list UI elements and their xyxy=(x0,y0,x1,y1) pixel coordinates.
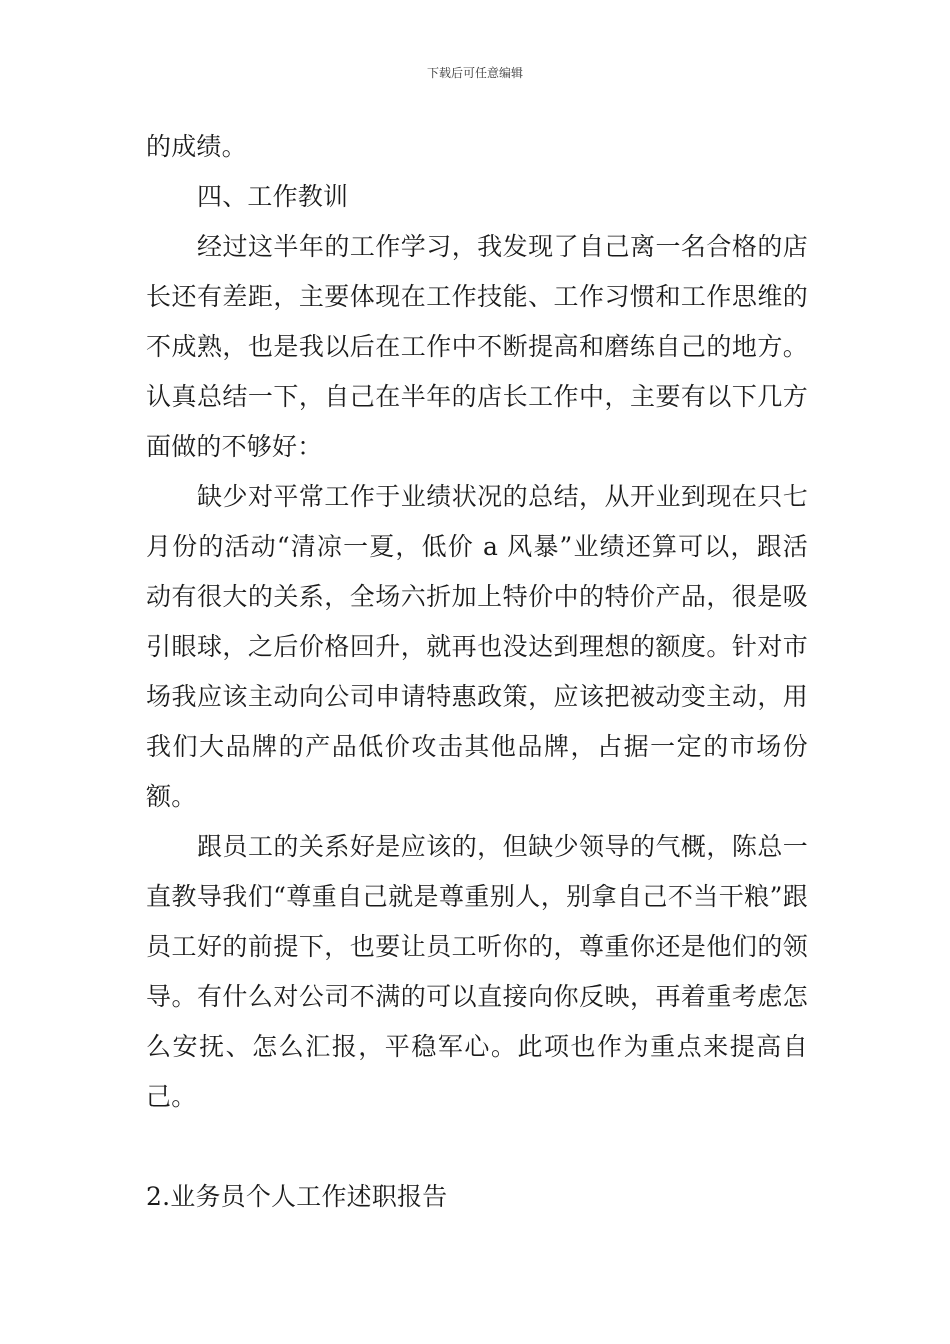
document-body xyxy=(146,122,808,1222)
subheading-lessons: 四、工作教训 xyxy=(197,182,349,211)
paragraph-continuation: 的成绩。 xyxy=(146,132,247,161)
page-header: 下载后可任意编辑 xyxy=(426,66,523,80)
paragraph-staff: 跟员工的关系好是应该的，但缺少领导的气概，陈总一直教导我们“尊重自己就是尊重别人，别拿自己不当干粮”跟员工好的前提下，也要让员工听你的，尊重你还是他们的领导。有什么对公司不满的可以直接向你反映，再着重考虑怎么安抚、怎么汇报，平稳军心。此项也作为重点来提高自己。 xyxy=(146,832,808,1111)
paragraph-performance: 缺少对平常工作于业绩状况的总结，从开业到现在只七月份的活动“清凉一夏，低价 a 风暴”业绩还算可以，跟活动有很大的关系，全场六折加上特价中的特价产品，很是吸引眼球，之后价格回升，就再也没达到理想的额度。针对市场我应该主动向公司申请特惠政策，应该把被动变主动，用我们大品牌的产品低价攻击其他品牌，占据一定的市场份额。 xyxy=(146,482,808,811)
section-title: 2.业务员个人工作述职报告 xyxy=(146,1182,448,1211)
paragraph-intro: 经过这半年的工作学习，我发现了自己离一名合格的店长还有差距，主要体现在工作技能、工作习惯和工作思维的不成熟，也是我以后在工作中不断提高和磨练自己的地方。认真总结一下，自己在半年的店长工作中，主要有以下几方面做的不够好： xyxy=(146,232,808,461)
